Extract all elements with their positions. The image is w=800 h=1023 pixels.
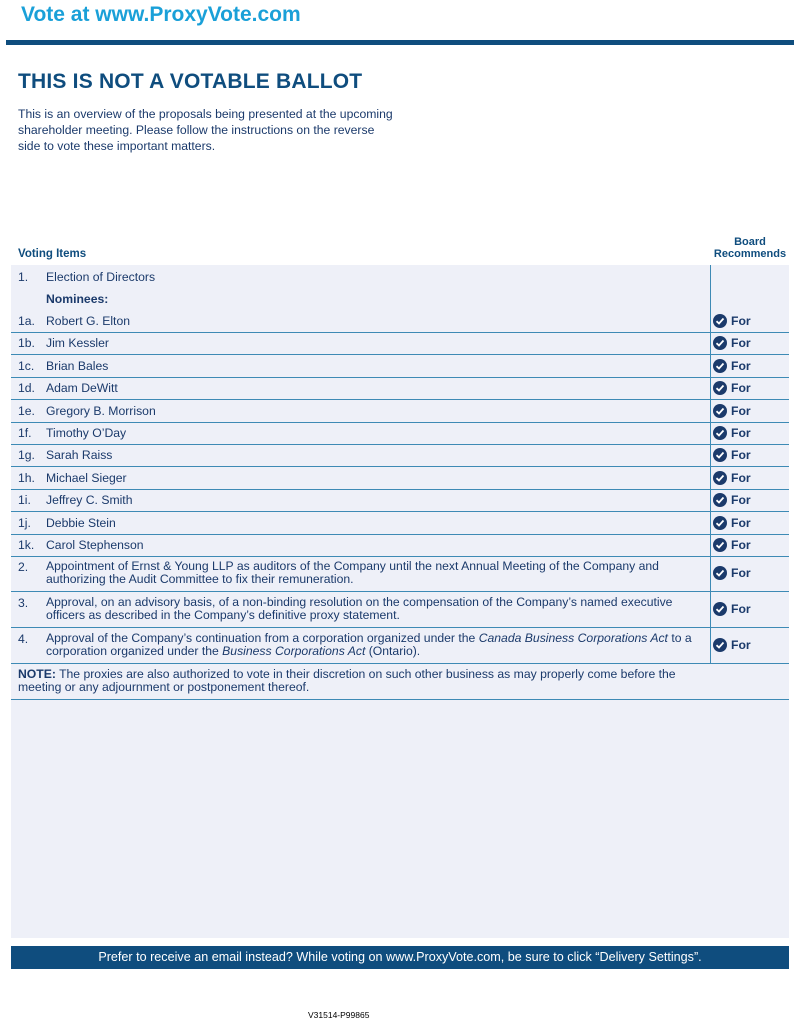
note-text [18,668,718,694]
recommendation [713,516,751,530]
item-label: Election of Directors [46,270,156,284]
check-circle-icon [713,638,727,652]
check-circle-icon [713,426,727,440]
nominee-number: 1a. [18,314,35,328]
board-recommends-line2: Recommends [713,248,787,260]
nominee-row [11,333,789,355]
recommendation-label: For [731,516,751,530]
note-body: The proxies are also authorized to vote in their discretion on such other business as may properly come before the meeting or any adjournment or postponement thereof. [18,667,676,694]
nominee-name: Adam DeWitt [46,381,118,395]
nominee-name: Brian Bales [46,359,109,373]
nominee-number: 1j. [18,516,31,530]
nominee-name: Jim Kessler [46,336,109,350]
nominee-number: 1d. [18,381,35,395]
recommendation-label: For [731,566,751,580]
recommendation-label: For [731,538,751,552]
page-title: THIS IS NOT A VOTABLE BALLOT [18,70,363,93]
recommendation [713,448,751,462]
item-1-row [11,270,789,290]
recommendation [713,602,751,616]
item-3-row [11,592,789,628]
board-recommends-heading [708,236,792,260]
proxyvote-header-link[interactable]: Vote at www.ProxyVote.com [21,3,301,26]
recommendation [713,359,751,373]
recommendation-label: For [731,404,751,418]
item-number: 2. [18,560,29,574]
check-circle-icon [713,602,727,616]
recommendation [713,404,751,418]
item-4-text-part3: (Ontario). [365,644,421,658]
nominee-number: 1c. [18,359,35,373]
check-circle-icon [713,448,727,462]
document-code: V31514-P99865 [308,1010,370,1020]
recommendation [713,538,751,552]
recommendation [713,566,751,580]
check-circle-icon [713,314,727,328]
nominee-row [11,423,789,445]
item-number: 4. [18,632,29,646]
note-label: NOTE: [18,667,56,681]
nominee-row [11,311,789,333]
recommendation-label: For [731,314,751,328]
item-4-act-name-2: Business Corporations Act [222,644,366,658]
check-circle-icon [713,471,727,485]
nominee-name: Carol Stephenson [46,538,144,552]
nominee-name: Michael Sieger [46,471,127,485]
footer-banner: Prefer to receive an email instead? While voting on www.ProxyVote.com, be sure to click “Delivery Settings”. [11,946,789,969]
recommendation-label: For [731,381,751,395]
recommendation [713,314,751,328]
check-circle-icon [713,516,727,530]
nominees-label: Nominees: [46,292,109,306]
recommendation [713,638,751,652]
nominee-number: 1i. [18,493,31,507]
nominee-row [11,490,789,512]
nominee-name: Timothy O’Day [46,426,127,440]
recommendation-label: For [731,638,751,652]
check-circle-icon [713,381,727,395]
item-4-text-part2: to a corporation organized under the [46,631,692,658]
recommendation-label: For [731,359,751,373]
nominee-number: 1k. [18,538,35,552]
recommendation-label: For [731,471,751,485]
recommendation [713,381,751,395]
item-text [46,632,706,658]
recommendation [713,336,751,350]
nominee-name: Jeffrey C. Smith [46,493,133,507]
item-4-row [11,628,789,664]
item-4-text-part1: Approval of the Company’s continuation from a corporation organized under the [46,631,479,645]
recommendation-label: For [731,493,751,507]
nominee-number: 1h. [18,471,35,485]
nominee-row [11,378,789,400]
item-number: 1. [18,270,29,284]
recommendation-label: For [731,448,751,462]
check-circle-icon [713,359,727,373]
recommendation [713,471,751,485]
nominee-number: 1e. [18,404,35,418]
nominee-name: Gregory B. Morrison [46,404,156,418]
recommendation [713,426,751,440]
voting-items-heading: Voting Items [18,248,87,260]
check-circle-icon [713,538,727,552]
intro-text: This is an overview of the proposals being presented at the upcoming shareholder meeting. Please follow the instructions on the reverse side to vote these important matters. [18,107,393,153]
nominee-number: 1g. [18,448,35,462]
check-circle-icon [713,336,727,350]
nominee-name: Debbie Stein [46,516,116,530]
recommendation-label: For [731,336,751,350]
nominee-row [11,535,789,557]
item-2-row [11,556,789,592]
check-circle-icon [713,404,727,418]
check-circle-icon [713,566,727,580]
item-text: Appointment of Ernst & Young LLP as auditors of the Company until the next Annual Meeting of the Company and authorizing the Audit Committee to fix their remuneration. [46,559,659,586]
nominee-row [11,468,789,490]
header-divider [6,40,794,45]
recommendation-label: For [731,602,751,616]
nominee-number: 1f. [18,426,32,440]
nominee-row [11,445,789,467]
check-circle-icon [713,493,727,507]
item-4-act-name-1: Canada Business Corporations Act [478,631,668,645]
nominee-row [11,356,789,378]
nominee-number: 1b. [18,336,35,350]
item-number: 3. [18,596,29,610]
item-text: Approval, on an advisory basis, of a non-binding resolution on the compensation of the Company’s named executive officers as described in the Company’s definitive proxy statement. [46,595,673,622]
nominee-row [11,401,789,423]
board-recommends-line1: Board [734,236,766,248]
note-row [11,664,789,700]
nominee-name: Robert G. Elton [46,314,130,328]
recommendation-label: For [731,426,751,440]
recommendation [713,493,751,507]
nominees-row [11,292,789,310]
nominee-row [11,513,789,535]
nominee-name: Sarah Raiss [46,448,113,462]
